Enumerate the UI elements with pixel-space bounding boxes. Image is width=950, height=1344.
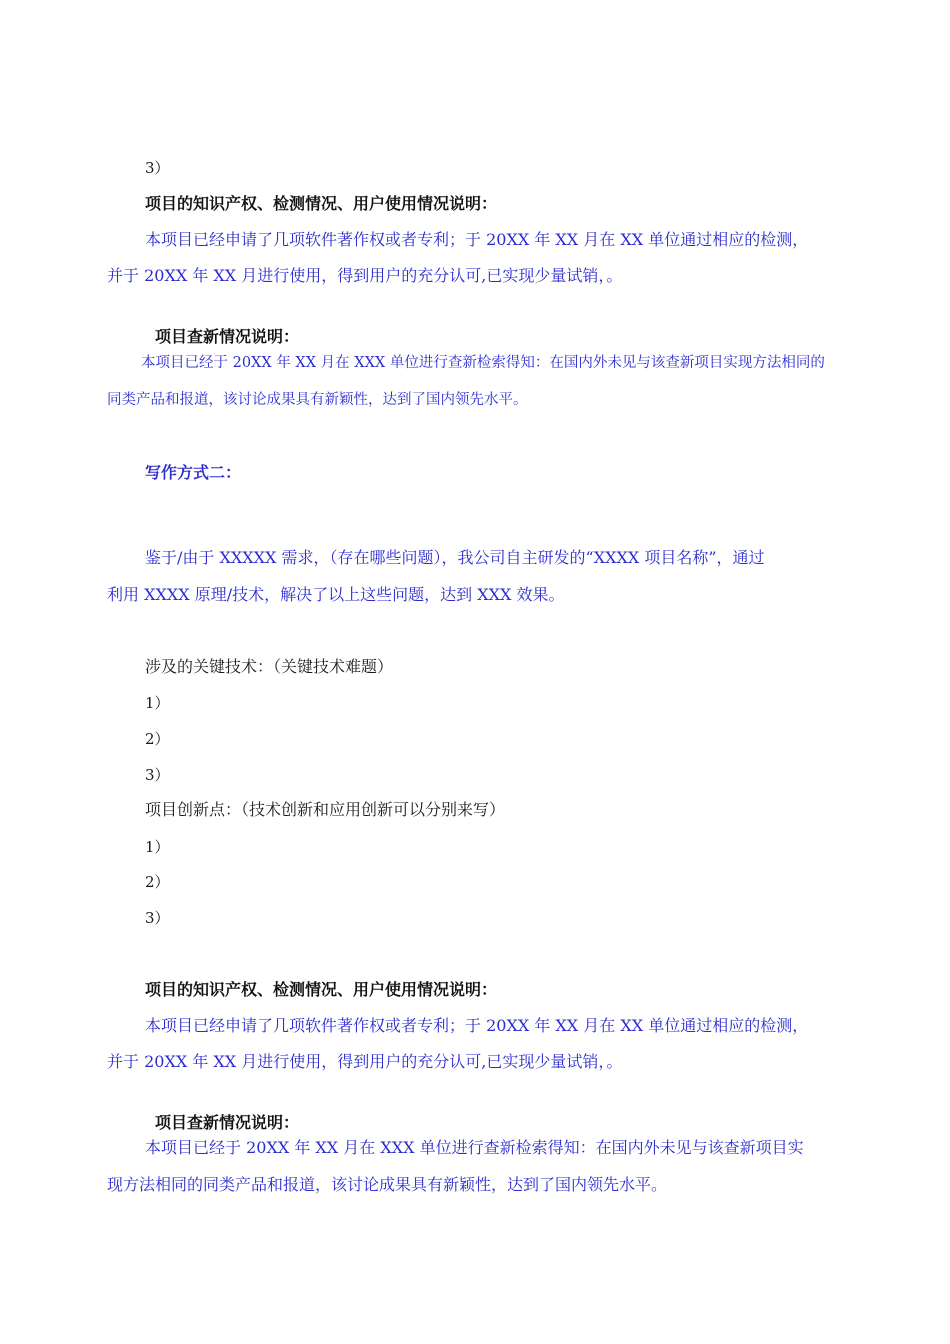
search-paragraph-2-line-2: 现方法相同的同类产品和报道，该讨论成果具有新颖性，达到了国内领先水平。 — [107, 1175, 668, 1194]
intro-paragraph-line-1: 鉴于/由于 XXXXX 需求，（存在哪些问题），我公司自主研发的“XXXX 项目名称”，通过 — [145, 548, 765, 567]
search-heading-2: 项目查新情况说明： — [155, 1113, 300, 1132]
ip-paragraph-2-line-1: 本项目已经申请了几项软件著作权或者专利；于 20XX 年 XX 月在 XX 单位通过相应的检测， — [145, 1016, 809, 1035]
search-heading: 项目查新情况说明： — [155, 327, 300, 346]
innovation-item-2: 2） — [145, 873, 170, 891]
intro-paragraph-line-2: 利用 XXXX 原理/技术，解决了以上这些问题，达到 XXX 效果。 — [107, 585, 565, 604]
key-tech-item-3: 3） — [145, 766, 170, 784]
ip-paragraph-line-1: 本项目已经申请了几项软件著作权或者专利；于 20XX 年 XX 月在 XX 单位通过相应的检测， — [145, 230, 809, 249]
innovation-label: 项目创新点：（技术创新和应用创新可以分别来写） — [145, 800, 506, 819]
key-tech-label: 涉及的关键技术：（关键技术难题） — [145, 657, 394, 676]
ip-heading: 项目的知识产权、检测情况、用户使用情况说明： — [145, 194, 498, 213]
key-tech-item-2: 2） — [145, 730, 170, 748]
search-paragraph-2-line-1: 本项目已经于 20XX 年 XX 月在 XXX 单位进行查新检索得知：在国内外未见与该查新项目实 — [145, 1138, 804, 1157]
ip-paragraph-line-2: 并于 20XX 年 XX 月进行使用，得到用户的充分认可,已实现少量试销，。 — [107, 266, 623, 285]
search-paragraph-line-1: 本项目已经于 20XX 年 XX 月在 XXX 单位进行查新检索得知：在国内外未见与该查新项目实现方法相同的 — [141, 355, 825, 371]
list-item-3: 3） — [145, 159, 170, 177]
search-paragraph-line-2: 同类产品和报道，该讨论成果具有新颖性，达到了国内领先水平。 — [107, 392, 528, 408]
innovation-item-1: 1） — [145, 838, 170, 856]
key-tech-item-1: 1） — [145, 694, 170, 712]
ip-paragraph-2-line-2: 并于 20XX 年 XX 月进行使用，得到用户的充分认可,已实现少量试销，。 — [107, 1052, 623, 1071]
innovation-item-3: 3） — [145, 909, 170, 927]
section-heading: 写作方式二： — [145, 463, 242, 482]
ip-heading-2: 项目的知识产权、检测情况、用户使用情况说明： — [145, 980, 498, 999]
